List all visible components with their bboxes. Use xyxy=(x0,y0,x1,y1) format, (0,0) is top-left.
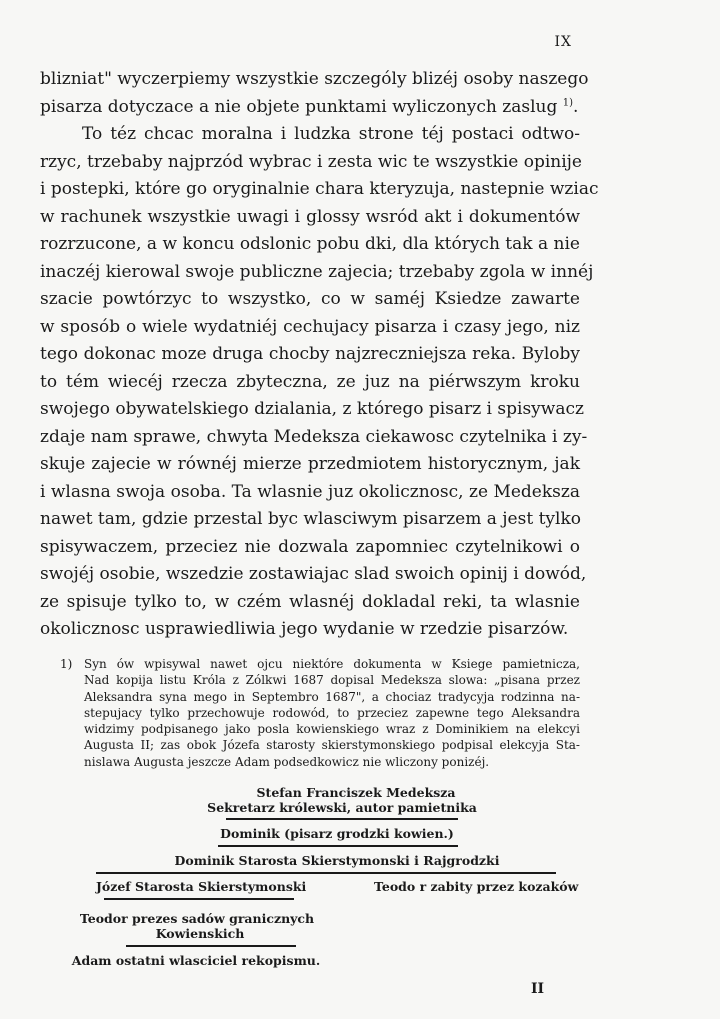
text-line-content: w sposób o wiele wydatniéj cechujacy pisarza i czasy jego, niz xyxy=(40,316,580,337)
text-line-content: okolicznosc usprawiedliwia jego wydanie w rzedzie pisarzów. xyxy=(40,619,569,639)
text-line xyxy=(40,479,580,507)
footnote-line-content: Nad kopija listu Króla z Zólkwi 1687 dopisal Medeksza slowa: „pisana przez xyxy=(84,673,580,688)
footnote-line xyxy=(60,672,580,688)
footnote-marker: 1) xyxy=(60,657,73,671)
text-line xyxy=(40,231,580,259)
tree-connector xyxy=(126,945,296,947)
tree-connector xyxy=(104,898,294,900)
text-line-content: to tém wiecéj rzecza zbyteczna, ze juz na piérwszym kroku xyxy=(40,371,580,392)
text-line-content: To téz chcac moralna i ludzka strone téj postaci odtwo- xyxy=(82,124,580,144)
tree-gen2: Dominik (pisarz grodzki kowien.) xyxy=(220,826,454,841)
text-line xyxy=(40,314,580,342)
text-line xyxy=(40,506,580,534)
text-line xyxy=(40,534,580,562)
text-line-content: rzyc, trzebaby najprzód wybrac i zesta wic te wszystkie opinije xyxy=(40,151,582,172)
tree-gen4-left: Józef Starosta Skierstymonski xyxy=(96,879,307,894)
text-line xyxy=(40,204,580,232)
text-line: pisarza dotyczace a nie objete punktami wyliczonych zaslug $^{1)}$. xyxy=(40,96,579,117)
main-text-block xyxy=(40,66,599,644)
text-line-content: inaczéj kierowal swoje publiczne zajecia; trzebaby zgola w innéj xyxy=(40,261,594,282)
footnote-line xyxy=(60,754,580,770)
text-line-content: nawet tam, gdzie przestal byc wlasciwym pisarzem a jest tylko xyxy=(40,509,581,529)
footnote-line-content: stepujacy tylko przechowuje rodowód, to przeciez zapewne tego Aleksandra xyxy=(84,705,580,720)
text-line xyxy=(40,616,580,644)
tree-gen5-line1: Teodor prezes sadów granicznych xyxy=(79,911,315,926)
tree-gen5-line2: Kowienskich xyxy=(155,926,245,941)
text-line xyxy=(40,451,580,479)
footnote-line xyxy=(60,656,580,672)
text-line xyxy=(40,121,580,149)
text-line-content: blizniat" wyczerpiemy wszystkie szczególy blizéj osoby naszego xyxy=(40,69,589,89)
tree-gen4-right: Teodo r zabity przez kozaków xyxy=(374,879,579,894)
text-line xyxy=(40,259,594,287)
text-line xyxy=(40,369,580,397)
tree-gen3: Dominik Starosta Skierstymonski i Rajgrodzki xyxy=(174,853,500,868)
footnote-line-content: Aleksandra syna mego in Septembro 1687", a chociaz tradycyja rodzinna na- xyxy=(84,689,580,704)
footnote xyxy=(60,656,580,770)
tree-gen6: Adam ostatni wlasciciel rekopismu. xyxy=(71,953,321,968)
page-number: IX xyxy=(554,34,572,50)
text-line xyxy=(40,424,588,452)
text-line-content: ze spisuje tylko to, w czém wlasnéj dokladal reki, ta wlasnie xyxy=(40,591,580,612)
footnote-line-content: Syn ów wpisywal nawet ojcu niektóre dokumenta w Ksiege pamietnicza, xyxy=(84,657,580,671)
footnote-line-content: widzimy podpisanego jako posla kowienskiego wraz z Dominikiem na elekcyi xyxy=(84,722,580,737)
text-line-content: i postepki, które go oryginalnie chara kteryzuja, nastepnie wziac xyxy=(40,179,599,199)
footnote-line xyxy=(60,737,580,753)
text-line-content: swojego obywatelskiego dzialania, z którego pisarz i spisywacz xyxy=(40,399,584,419)
footnote-line-content: nislawa Augusta jeszcze Adam podsedkowicz nie wliczony ponizéj. xyxy=(84,754,490,769)
text-line xyxy=(40,176,599,204)
footnote-reference: 1) xyxy=(562,96,574,108)
text-line-content: swojéj osobie, wszedzie zostawiajac slad swoich opinij i dowód, xyxy=(40,564,587,584)
text-line xyxy=(40,396,584,424)
tree-root-name: Stefan Franciszek Medeksza xyxy=(256,785,456,800)
footnote-line-content: Augusta II; zas obok Józefa starosty skierstymonskiego podpisal elekcyja Sta- xyxy=(84,738,580,753)
footnote-line xyxy=(60,689,580,705)
text-line xyxy=(40,286,580,314)
tree-root-title: Sekretarz królewski, autor pamietnika xyxy=(207,800,477,815)
footnote-line xyxy=(60,721,580,737)
footnote-line xyxy=(60,705,580,721)
printer-signature: II xyxy=(531,981,545,997)
text-line-content: szacie powtórzyc to wszystko, co w saméj Ksiedze zawarte xyxy=(40,289,580,309)
text-line xyxy=(40,66,589,94)
text-line-content: w rachunek wszystkie uwagi i glossy wsród akt i dokumentów xyxy=(40,206,580,227)
text-line xyxy=(40,341,580,369)
text-line xyxy=(40,589,580,617)
text-line-content: pisarza dotyczace a nie objete punktami wyliczonych zaslug xyxy=(40,96,558,117)
text-line xyxy=(40,561,587,589)
tree-connector xyxy=(218,845,458,847)
text-line-content: rozrzucone, a w koncu odslonic pobu dki, dla których tak a nie xyxy=(40,234,580,254)
tree-connector xyxy=(226,818,458,820)
text-line-content: i wlasna swoja osoba. Ta wlasnie juz okolicznosc, ze Medeksza xyxy=(40,481,580,502)
text-line-content: tego dokonac moze druga chocby najzreczniejsza reka. Byloby xyxy=(40,344,580,364)
text-line xyxy=(40,149,580,177)
text-line-content: spisywaczem, przeciez nie dozwala zapomniec czytelnikowi o xyxy=(40,536,580,557)
text-line-content: zdaje nam sprawe, chwyta Medeksza ciekawosc czytelnika i zy- xyxy=(40,426,588,447)
tree-connector xyxy=(96,872,556,874)
text-line-content: skuje zajecie w równéj mierze przedmiotem historycznym, jak xyxy=(40,454,580,474)
